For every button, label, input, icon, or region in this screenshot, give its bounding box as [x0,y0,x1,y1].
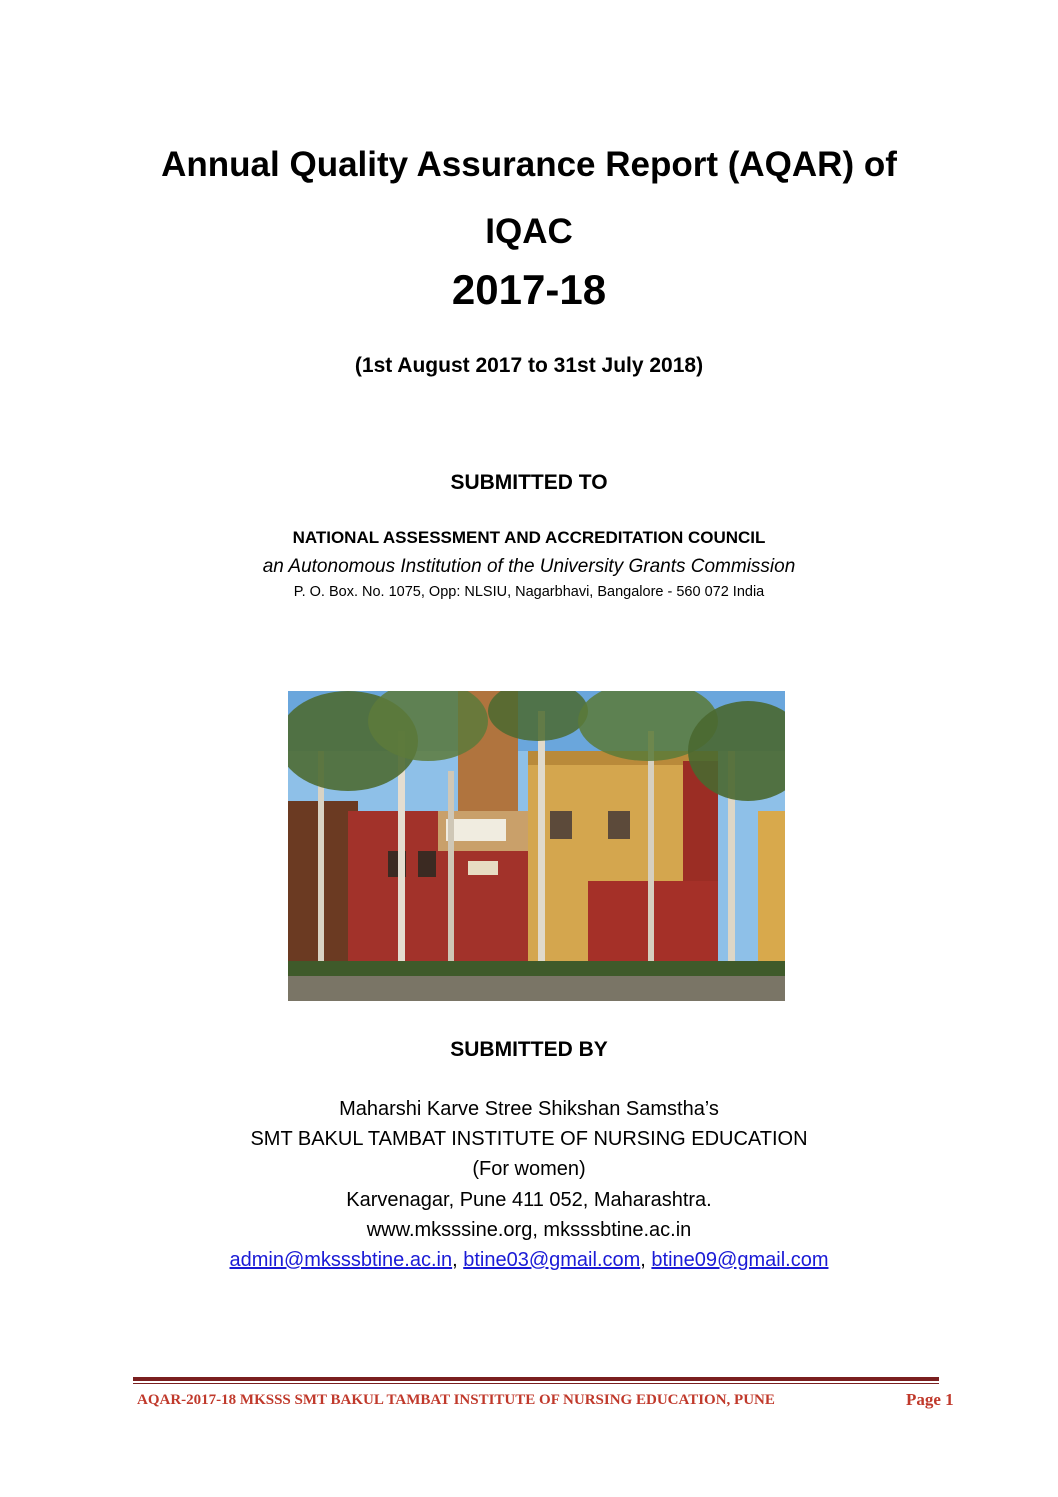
page-title-iqac: IQAC [485,212,573,251]
institute-name: SMT BAKUL TAMBAT INSTITUTE OF NURSING EDUCATION [250,1128,808,1150]
email-separator: , [452,1249,464,1271]
email-separator: , [640,1249,652,1271]
institute-for-women: (For women) [472,1158,586,1180]
footer-page-number: Page 1 [906,1390,954,1409]
report-period: (1st August 2017 to 31st July 2018) [354,354,704,377]
council-name: NATIONAL ASSESSMENT AND ACCREDITATION COUNCIL [292,528,766,547]
institute-location: Karvenagar, Pune 411 052, Maharashtra. [346,1189,712,1211]
footer-running-title: AQAR-2017-18 MKSSS SMT BAKUL TAMBAT INSTITUTE OF NURSING EDUCATION, PUNE [137,1392,775,1408]
email-link-btine03[interactable]: btine03@gmail.com [463,1249,641,1271]
footer-rule-thick [133,1377,939,1381]
report-year: 2017-18 [451,266,607,313]
email-link-admin[interactable]: admin@mksssbtine.ac.in [229,1249,453,1271]
council-subtitle: an Autonomous Institution of the University Grants Commission [262,556,796,577]
submitted-by-heading: SUBMITTED BY [450,1038,608,1061]
page-title: Annual Quality Assurance Report (AQAR) of [161,145,897,184]
institute-emails [0,1247,1058,1273]
institute-websites: www.mksssine.org, mksssbtine.ac.in [366,1219,692,1241]
submitted-to-heading: SUBMITTED TO [450,471,608,494]
building-photo [288,691,785,1001]
footer-rule-thin [133,1383,939,1384]
society-name: Maharshi Karve Stree Shikshan Samstha’s [339,1098,719,1120]
council-address: P. O. Box. No. 1075, Opp: NLSIU, Nagarbhavi, Bangalore - 560 072 India [293,584,765,600]
email-link-btine09[interactable]: btine09@gmail.com [651,1249,829,1271]
